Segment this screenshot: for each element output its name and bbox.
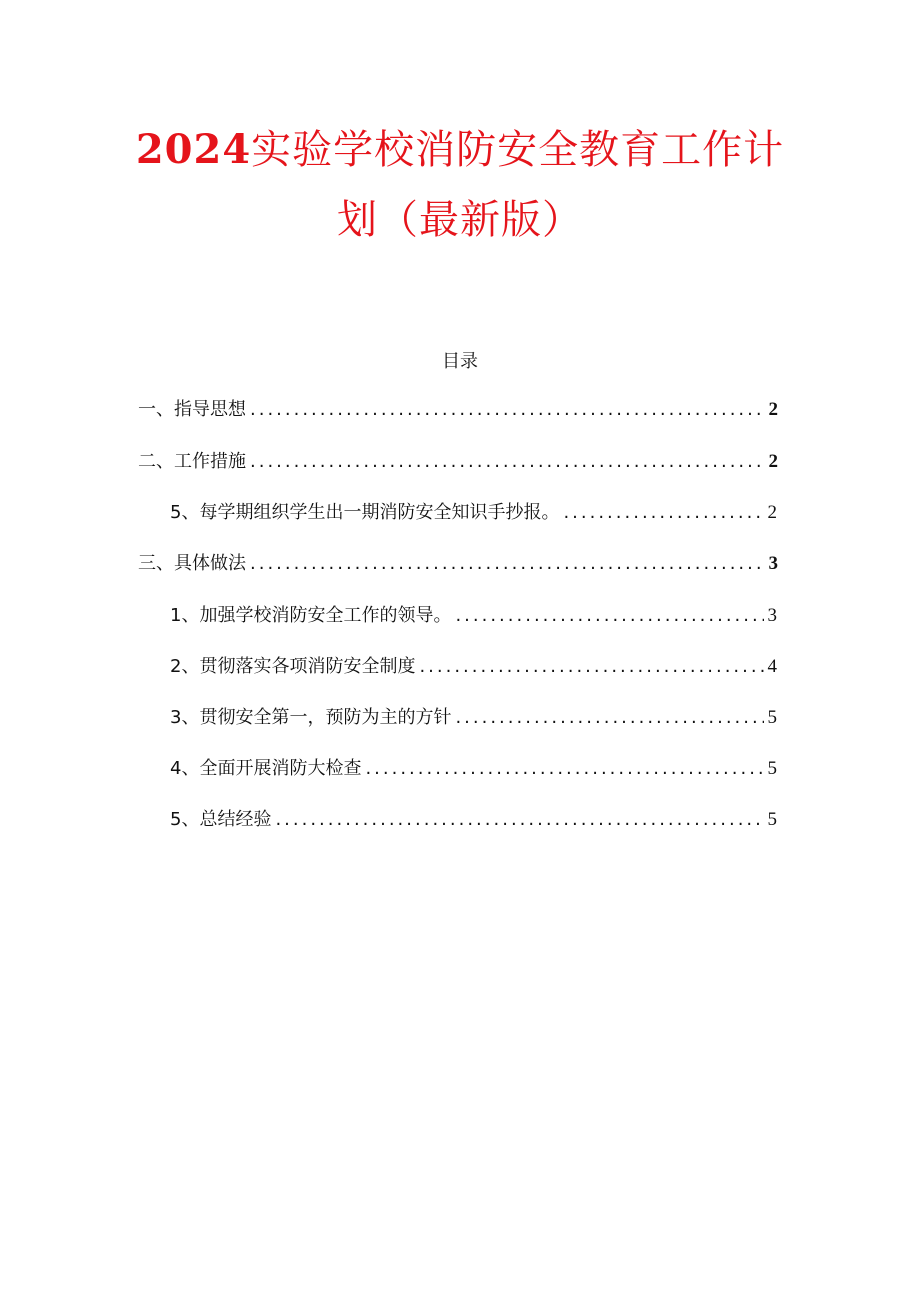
document-title-line-1 [90, 126, 830, 174]
toc-entry-guiding-ideology[interactable] [138, 397, 778, 423]
toc-page-number: 3 [767, 605, 777, 626]
toc-page-number: 5 [767, 707, 777, 728]
toc-entry-implement-systems[interactable] [170, 654, 777, 680]
toc-leader-dots [419, 654, 763, 680]
toc-entry-specific-practices[interactable] [138, 551, 778, 577]
toc-leader-dots [365, 756, 763, 782]
toc-leader-dots [563, 500, 763, 526]
toc-leader-dots [250, 397, 765, 423]
toc-entry-safety-first-policy[interactable] [170, 705, 777, 731]
toc-entry-label: 二、工作措施 [138, 451, 246, 472]
toc-entry-handwritten-newspaper[interactable] [170, 500, 777, 526]
toc-page-number: 5 [767, 758, 777, 779]
toc-page-number: 2 [768, 399, 778, 420]
toc-page-number: 3 [768, 553, 778, 574]
toc-entry-label: 3、贯彻安全第一，预防为主的方针 [170, 707, 452, 728]
toc-entry-label: 三、具体做法 [138, 553, 246, 574]
document-title-line-2: 划（最新版） [337, 197, 583, 243]
toc-leader-dots [250, 449, 765, 475]
toc-leader-dots [455, 603, 763, 629]
toc-entry-label: 4、全面开展消防大检查 [170, 758, 362, 779]
toc-entry-summarize-experience[interactable] [170, 807, 777, 833]
toc-heading: 目录 [442, 351, 478, 372]
toc-entry-label: 2、贯彻落实各项消防安全制度 [170, 656, 416, 677]
toc-leader-dots [275, 807, 763, 833]
toc-entry-strengthen-leadership[interactable] [170, 603, 777, 629]
document-title-year: 2024 [135, 126, 252, 173]
toc-leader-dots [455, 705, 763, 731]
toc-page-number: 2 [767, 502, 777, 523]
toc-entry-label: 1、加强学校消防安全工作的领导。 [170, 605, 452, 626]
toc-page-number: 2 [768, 451, 778, 472]
toc-entry-label: 5、每学期组织学生出一期消防安全知识手抄报。 [170, 502, 560, 523]
toc-page-number: 5 [767, 809, 777, 830]
toc-page-number: 4 [767, 656, 777, 677]
toc-entry-label: 一、指导思想 [138, 399, 246, 420]
toc-entry-fire-inspection[interactable] [170, 756, 777, 782]
toc-entry-label: 5、总结经验 [170, 809, 272, 830]
document-title-text: 实验学校消防安全教育工作计 [251, 127, 785, 173]
toc-entry-work-measures[interactable] [138, 449, 778, 475]
toc-leader-dots [250, 551, 765, 577]
